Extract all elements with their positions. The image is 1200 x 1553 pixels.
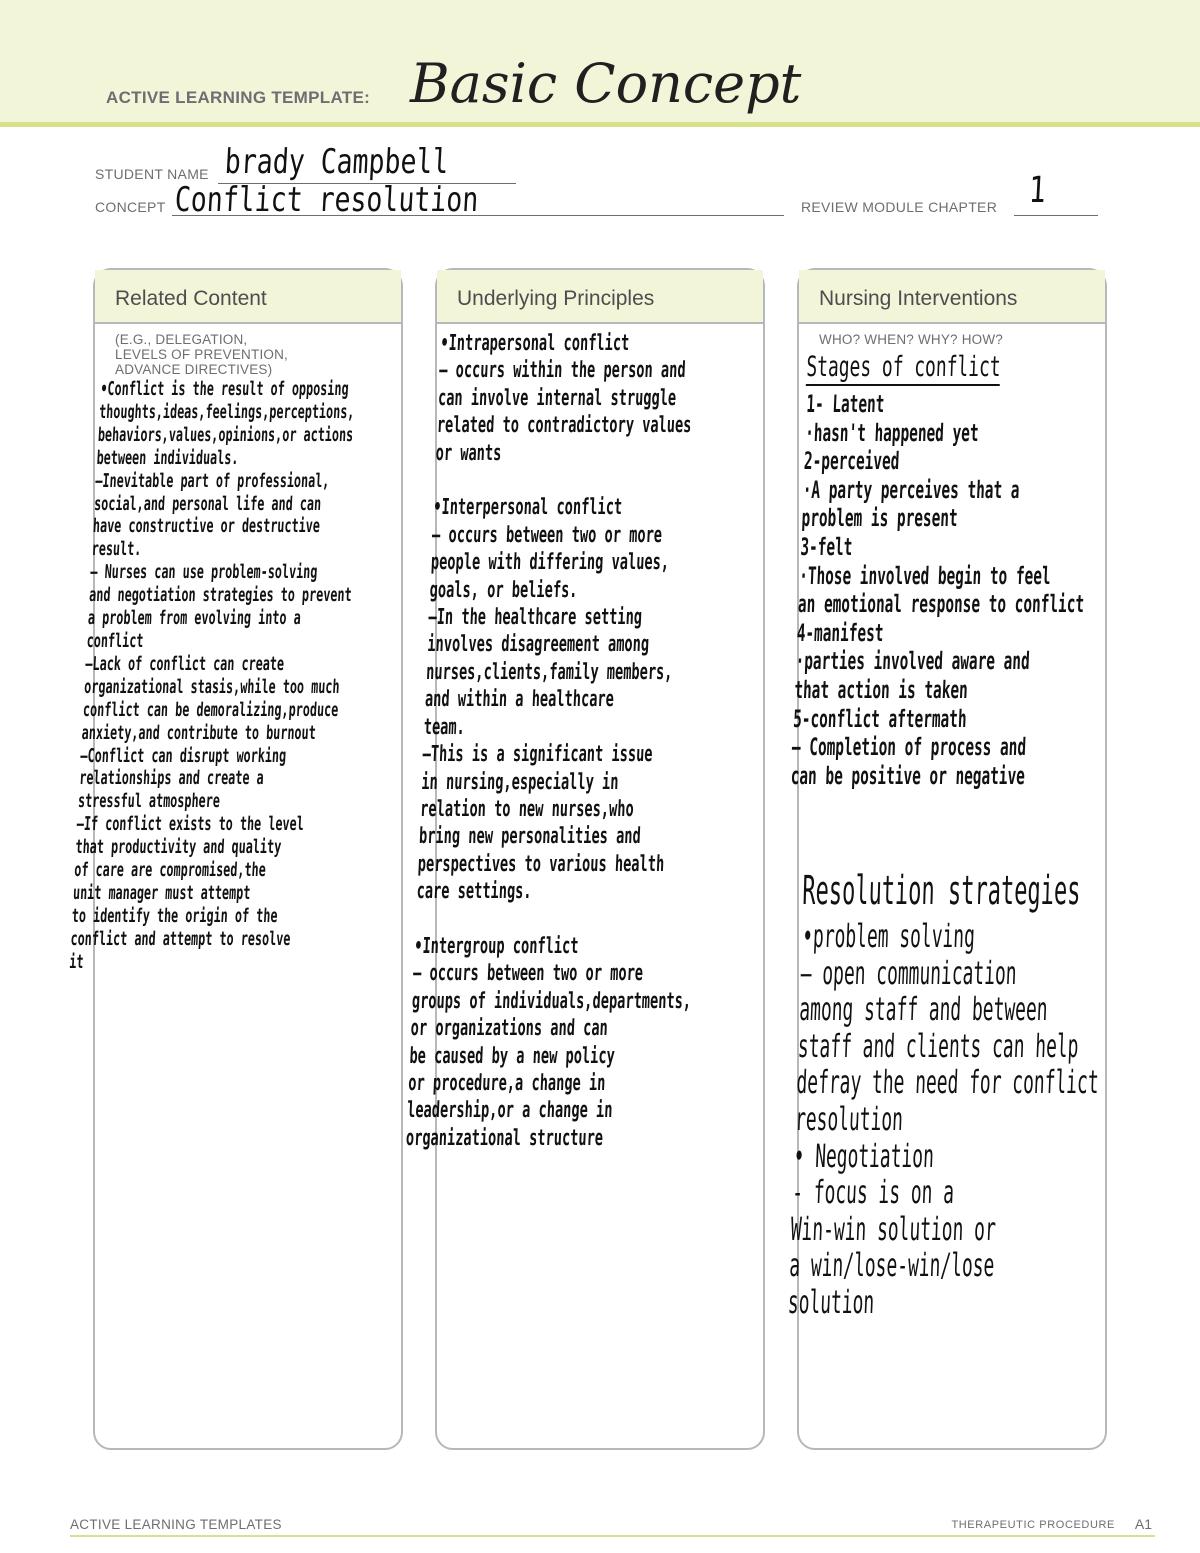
note-line: •problem solving <box>801 917 976 955</box>
note-line: can be positive or negative <box>790 761 1026 790</box>
note-line: — Nurses can use problem-solving <box>89 561 319 584</box>
template-label: ACTIVE LEARNING TEMPLATE: <box>106 88 371 107</box>
note-line: it <box>68 950 85 973</box>
footer-right-label: THERAPEUTIC PROCEDURE <box>951 1519 1115 1531</box>
note-line: nurses,clients,family members, <box>425 659 674 685</box>
note-line: of care are compromised,the <box>73 859 267 882</box>
note-line: that productivity and quality <box>74 836 282 859</box>
nursing-interventions-title: Nursing Interventions <box>799 270 1105 324</box>
stages-heading[interactable]: Stages of conflict <box>806 350 1001 386</box>
note-line: or organizations and can <box>410 1016 609 1042</box>
footer-divider <box>70 1535 1155 1537</box>
note-line: people with differing values, <box>430 550 670 576</box>
note-line: —Lack of conflict can create <box>84 652 285 675</box>
note-line: result. <box>91 538 142 561</box>
note-line: team. <box>423 714 466 740</box>
note-line: 4-manifest <box>796 618 885 647</box>
note-line: •Conflict is the result of opposing <box>99 378 350 400</box>
note-line: •Interpersonal conflict <box>432 495 623 521</box>
concept-value[interactable]: Conflict resolution <box>173 180 480 220</box>
note-line: organizational stasis,while too much <box>83 675 341 698</box>
note-line: — Completion of process and <box>791 733 1027 762</box>
hint-line: (E.G., DELEGATION, <box>115 332 248 347</box>
note-line: care settings. <box>416 879 533 905</box>
note-line: —This is a significant issue <box>422 742 654 768</box>
note-line: — occurs between two or more <box>412 961 644 987</box>
note-line: defray the need for conflict <box>795 1063 1100 1102</box>
note-line: resolution <box>794 1099 904 1138</box>
note-line: problem is present <box>801 504 959 533</box>
note-line: 5-conflict aftermath <box>792 704 968 733</box>
note-line: anxiety,and contribute to burnout <box>81 721 317 744</box>
note-line: • Negotiation <box>792 1136 935 1175</box>
nursing-interventions-hint: WHO? WHEN? WHY? HOW? <box>819 332 1004 347</box>
note-line: stressful atmosphere <box>77 790 221 813</box>
note-line: 2-perceived <box>803 447 900 476</box>
note-line: leadership,or a change in <box>406 1098 613 1124</box>
note-line: — occurs between two or more <box>431 522 663 548</box>
footer-page-number: A1 <box>1134 1516 1152 1532</box>
note-line: conflict can be demoralizing,produce <box>82 698 339 721</box>
note-line: —Conflict can disrupt working <box>79 744 287 767</box>
note-line: between individuals. <box>96 446 240 469</box>
review-module-line <box>1014 215 1098 216</box>
hint-line: ADVANCE DIRECTIVES) <box>115 362 273 377</box>
note-line: a win/lose-win/lose <box>788 1246 996 1285</box>
stages-notes[interactable] <box>790 390 1093 790</box>
note-line <box>434 467 714 494</box>
note-line: 1- Latent <box>805 390 886 418</box>
note-line: ·A party perceives that a <box>802 475 1021 504</box>
note-line: unit manager must attempt <box>72 881 251 904</box>
note-line: solution <box>787 1282 876 1321</box>
note-line: or procedure,a change in <box>407 1070 606 1096</box>
note-line: conflict <box>86 629 145 652</box>
underlying-principles-panel <box>405 268 765 1450</box>
note-line: among staff and between <box>798 990 1049 1029</box>
note-line: - focus is on a <box>791 1173 955 1212</box>
note-line: an emotional response to conflict <box>797 590 1085 619</box>
note-line: •Intergroup conflict <box>413 933 580 959</box>
review-module-value[interactable]: 1 <box>1027 170 1047 211</box>
footer-left-label: ACTIVE LEARNING TEMPLATES <box>70 1517 282 1532</box>
note-line: thoughts,ideas,feelings,perceptions, <box>98 400 356 423</box>
note-line: perspectives to various health <box>417 851 665 877</box>
note-line: groups of individuals,departments, <box>411 988 692 1014</box>
note-line: that action is taken <box>793 675 969 704</box>
note-line <box>415 906 695 933</box>
note-line: have constructive or destructive <box>92 515 321 538</box>
header-divider <box>0 122 1200 127</box>
student-name-label: STUDENT NAME <box>95 166 209 182</box>
related-content-title: Related Content <box>95 270 401 324</box>
note-line: and within a healthcare <box>424 687 615 713</box>
note-line: —Inevitable part of professional, <box>94 469 331 492</box>
concept-label: CONCEPT <box>95 199 166 215</box>
note-line: Win-win solution or <box>790 1209 997 1248</box>
note-line: involves disagreement among <box>426 632 650 658</box>
note-line: goals, or beliefs. <box>429 577 579 603</box>
strategies-notes[interactable] <box>787 918 1105 1321</box>
note-line: social,and personal life and can <box>93 492 322 515</box>
note-line: or wants <box>435 440 502 466</box>
note-line: related to contradictory values <box>436 413 692 439</box>
note-line: ·Those involved begin to feel <box>798 561 1052 590</box>
template-title: Basic Concept <box>410 52 802 115</box>
note-line: — open communication <box>800 953 1018 992</box>
note-line: relation to new nurses,who <box>419 796 635 822</box>
review-module-label: REVIEW MODULE CHAPTER <box>801 199 998 215</box>
note-line: —In the healthcare setting <box>427 605 643 631</box>
note-line: ·parties involved aware and <box>795 647 1031 676</box>
note-line: to identify the origin of the <box>71 904 279 927</box>
nursing-interventions-panel <box>787 268 1107 1450</box>
note-line: bring new personalities and <box>418 824 642 850</box>
underlying-principles-notes[interactable] <box>405 330 720 1152</box>
note-line: in nursing,especially in <box>420 769 620 795</box>
note-line: •Intrapersonal conflict <box>439 331 630 356</box>
note-line: organizational structure <box>405 1125 604 1151</box>
note-line: ·hasn't happened yet <box>804 418 980 447</box>
note-line: be caused by a new policy <box>408 1043 616 1069</box>
note-line: 3-felt <box>799 532 854 561</box>
note-line: can involve internal struggle <box>437 385 677 411</box>
note-line: and negotiation strategies to prevent <box>88 584 353 607</box>
related-content-notes[interactable] <box>69 378 364 974</box>
underlying-principles-title: Underlying Principles <box>437 270 763 324</box>
note-line: relationships and create a <box>78 767 265 790</box>
student-name-value[interactable]: brady Campbell <box>223 142 450 182</box>
hint-line: LEVELS OF PREVENTION, <box>115 347 288 362</box>
note-line: —If conflict exists to the level <box>76 813 305 836</box>
related-content-panel <box>68 268 403 1450</box>
related-content-hint <box>115 332 288 377</box>
note-line: behaviors,values,opinions,or actions <box>97 423 354 446</box>
strategies-heading[interactable]: Resolution strategies <box>801 868 1082 914</box>
note-line: a problem from evolving into a <box>87 607 302 630</box>
note-line: conflict and attempt to resolve <box>69 927 292 950</box>
note-line: — occurs within the person and <box>438 358 687 384</box>
note-line: staff and clients can help <box>797 1026 1080 1065</box>
